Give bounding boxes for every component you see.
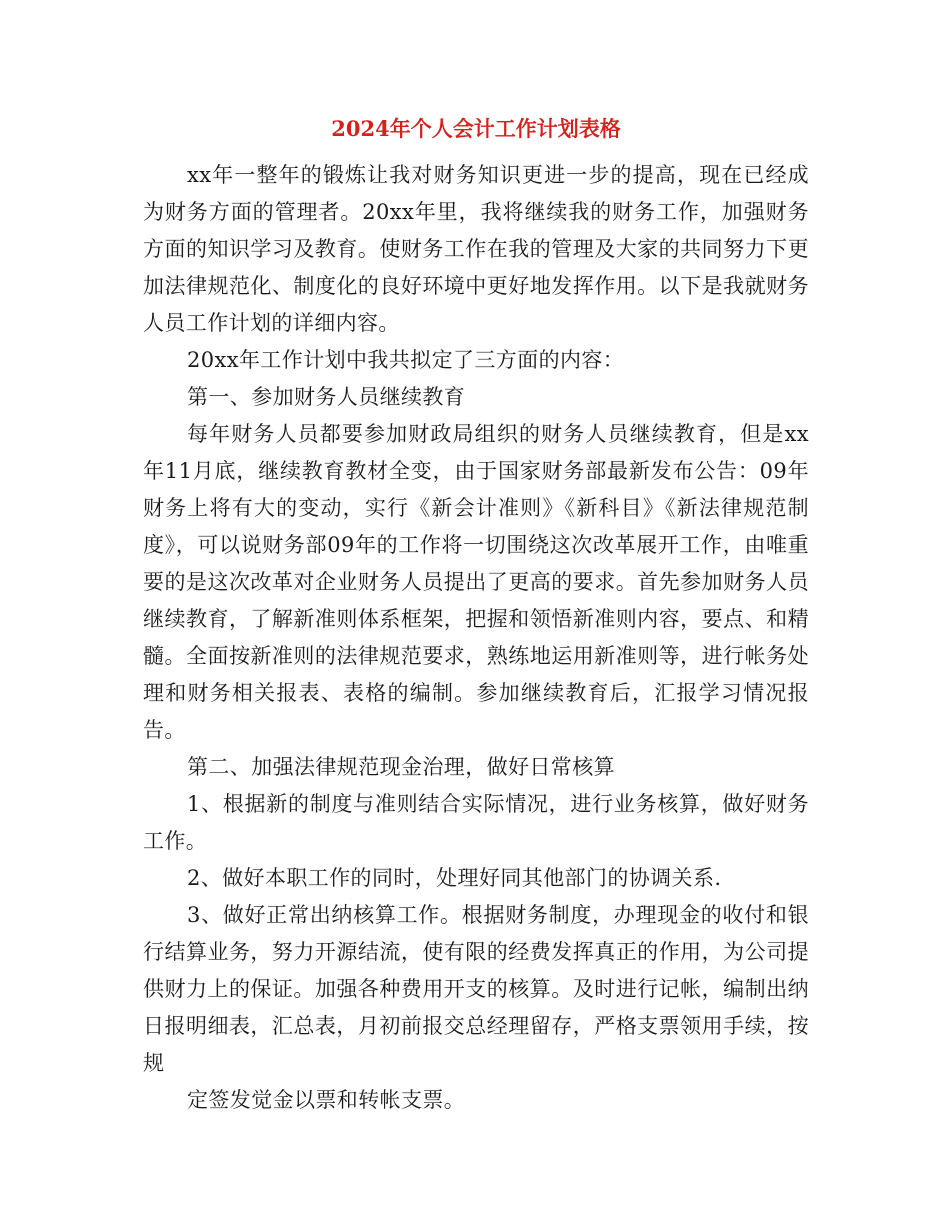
section-heading-2: 第二、加强法律规范现金治理，做好日常核算 (187, 755, 615, 779)
section-heading-1: 第一、参加财务人员继续教育 (187, 385, 466, 409)
paragraph-section-1: 每年财务人员都要参加财政局组织的财务人员继续教育，但是xx年11月底，继续教育教材全变，由于国家财务部最新发布公告：09年财务上将有大的变动，实行《新会计准则》《新科目》《新法律规范制度》，可以说财务部09年的工作将一切围绕这次改革展开工作，由唯重要的是这次改革对企业财务人员提出了更高的要求。首先参加财务人员继续教育，了解新准则体系框架，把握和领悟新准则内容，要点、和精髓。全面按新准则的法律规范要求，熟练地运用新准则等，进行帐务处理和财务相关报表、表格的编制。参加继续教育后，汇报学习情况报告。 (143, 422, 809, 742)
list-item-2: 2、做好本职工作的同时，处理好同其他部门的协调关系. (187, 866, 722, 890)
document-page (143, 112, 809, 1119)
page-title: 2024年个人会计工作计划表格 (331, 116, 621, 141)
paragraph-intro: xx年一整年的锻炼让我对财务知识更进一步的提高，现在已经成为财务方面的管理者。20xx年里，我将继续我的财务工作，加强财务方面的知识学习及教育。使财务工作在我的管理及大家的共同努力下更加法律规范化、制度化的良好环境中更好地发挥作用。以下是我就财务人员工作计划的详细内容。 (143, 163, 809, 335)
paragraph-plan-overview: 20xx年工作计划中我共拟定了三方面的内容： (187, 348, 625, 372)
list-item-3-continued: 定签发觉金以票和转帐支票。 (187, 1088, 466, 1112)
list-item-3: 3、做好正常出纳核算工作。根据财务制度，办理现金的收付和银行结算业务，努力开源结流，使有限的经费发挥真正的作用，为公司提供财力上的保证。加强各种费用开支的核算。及时进行记帐，编制出纳日报明细表，汇总表，月初前报交总经理留存，严格支票领用手续，按规 (143, 903, 809, 1075)
list-item-1: 1、根据新的制度与准则结合实际情况，进行业务核算，做好财务工作。 (143, 792, 809, 853)
